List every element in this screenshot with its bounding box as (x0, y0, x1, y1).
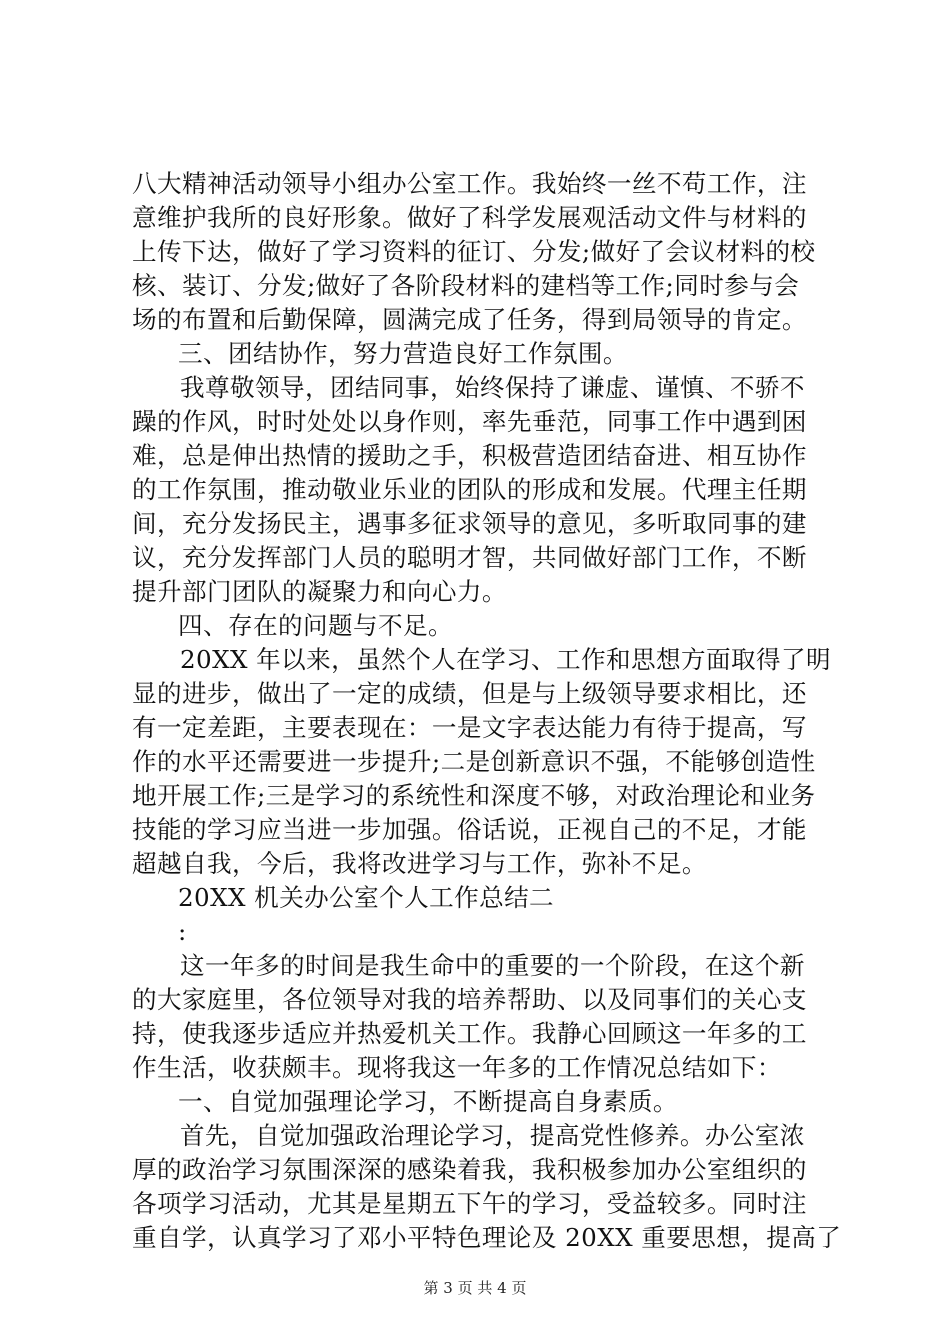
body-text-line: 核、装订、分发;做好了各阶段材料的建档等工作;同时参与会 (132, 271, 800, 300)
body-text-line: 作的水平还需要进一步提升;二是创新意识不强，不能够创造性 (132, 747, 816, 776)
subtitle-colon: : (178, 917, 187, 946)
body-text-line: 首先，自觉加强政治理论学习，提高党性修养。办公室浓 (180, 1121, 805, 1150)
body-text-line: 的大家庭里，各位领导对我的培养帮助、以及同事们的关心支 (132, 985, 807, 1014)
body-text-line: 我尊敬领导，团结同事，始终保持了谦虚、谨慎、不骄不 (180, 373, 805, 402)
body-text-line: 提升部门团队的凝聚力和向心力。 (132, 577, 507, 606)
body-text-line: 厚的政治学习氛围深深的感染着我，我积极参加办公室组织的 (132, 1155, 807, 1184)
section-heading: 四、存在的问题与不足。 (178, 611, 453, 640)
body-text-line: 躁的作风，时时处处以身作则，率先垂范，同事工作中遇到困 (132, 407, 807, 436)
body-text-line: 各项学习活动，尤其是星期五下午的学习，受益较多。同时注 (132, 1189, 807, 1218)
body-text-line: 八大精神活动领导小组办公室工作。我始终一丝不苟工作，注 (132, 169, 807, 198)
body-text-line: 作生活，收获颇丰。现将我这一年多的工作情况总结如下： (132, 1053, 782, 1082)
document-subtitle: 20XX 机关办公室个人工作总结二 (178, 883, 555, 912)
body-text-line: 议，充分发挥部门人员的聪明才智，共同做好部门工作，不断 (132, 543, 807, 572)
body-text-line: 上传下达，做好了学习资料的征订、分发;做好了会议材料的校 (132, 237, 816, 266)
section-heading: 一、自觉加强理论学习，不断提高自身素质。 (178, 1087, 678, 1116)
body-text-line: 意维护我所的良好形象。做好了科学发展观活动文件与材料的 (132, 203, 807, 232)
body-text-line: 场的布置和后勤保障，圆满完成了任务，得到局领导的肯定。 (132, 305, 807, 334)
body-text-line: 超越自我，今后，我将改进学习与工作，弥补不足。 (132, 849, 707, 878)
body-text-line: 地开展工作;三是学习的系统性和深度不够，对政治理论和业务 (132, 781, 816, 810)
body-text-line: 技能的学习应当进一步加强。俗话说，正视自己的不足，才能 (132, 815, 807, 844)
body-text-line: 20XX 年以来，虽然个人在学习、工作和思想方面取得了明 (180, 645, 831, 674)
section-heading: 三、团结协作，努力营造良好工作氛围。 (178, 339, 628, 368)
page-footer: 第 3 页 共 4 页 (423, 1279, 527, 1297)
body-text-line: 间，充分发扬民主，遇事多征求领导的意见，多听取同事的建 (132, 509, 807, 538)
body-text-line: 的工作氛围，推动敬业乐业的团队的形成和发展。代理主任期 (132, 475, 807, 504)
body-text-line: 难，总是伸出热情的援助之手，积极营造团结奋进、相互协作 (132, 441, 807, 470)
body-text-line: 持，使我逐步适应并热爱机关工作。我静心回顾这一年多的工 (132, 1019, 807, 1048)
body-text-line: 这一年多的时间是我生命中的重要的一个阶段，在这个新 (180, 951, 805, 980)
body-text-line: 重自学，认真学习了邓小平特色理论及 20XX 重要思想，提高了 (132, 1223, 842, 1252)
body-text-line: 显的进步，做出了一定的成绩，但是与上级领导要求相比，还 (132, 679, 807, 708)
body-text-line: 有一定差距，主要表现在：一是文字表达能力有待于提高，写 (132, 713, 807, 742)
